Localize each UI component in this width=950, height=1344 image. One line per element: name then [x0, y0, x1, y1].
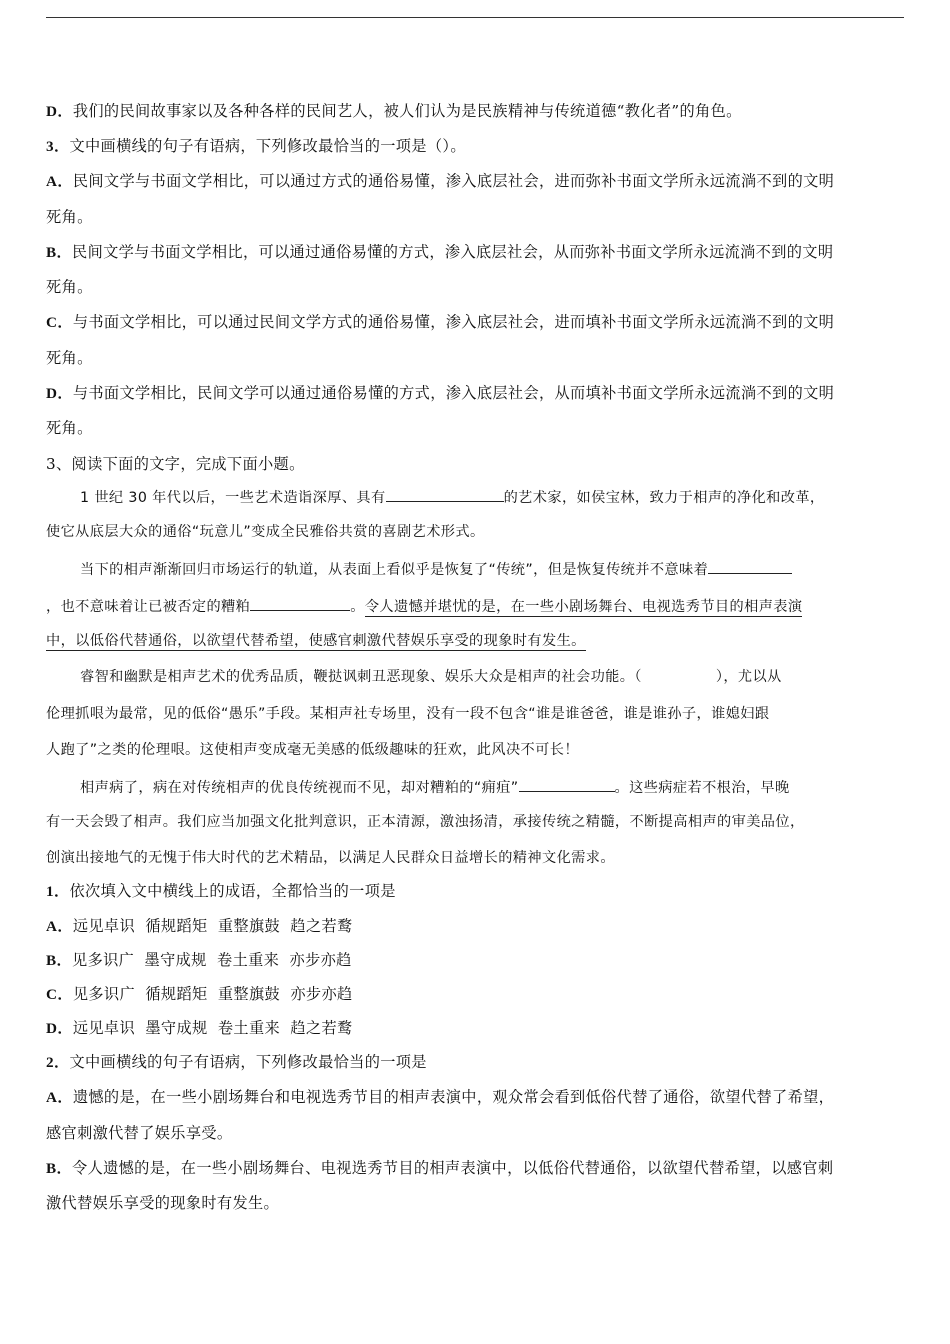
- passage-p3-line3: 人跑了”之类的伦理哏。这使相声变成毫无美感的低级趣味的狂欢，此风决不可长！: [46, 742, 579, 758]
- passage-p3-line2: 伦理抓哏为最常，见的低俗“愚乐”手段。某相声社专场里，没有一段不包含“谁是谁爸爸，谁是谁孙子，谁媳妇跟: [46, 706, 770, 722]
- q3-option-c-cont: 死角。: [46, 349, 93, 367]
- passage-p3-line1: 睿智和幽默是相声艺术的优秀品质，鞭挞讽刺丑恶现象、娱乐大众是相声的社会功能。（ ），尤以从: [80, 669, 782, 685]
- sq1-option-a: A．远见卓识 循规蹈矩 重整旗鼓 趋之若鹜: [46, 917, 353, 935]
- underlined-sentence-cont: 中，以低俗代替通俗，以欲望代替希望，使感官刺激代替娱乐享受的现象时有发生。: [46, 633, 586, 649]
- passage-p2-line3: [46, 631, 586, 651]
- sq2-stem: 2．文中画横线的句子有语病，下列修改最恰当的一项是: [46, 1053, 427, 1071]
- fill-blank-3: [250, 595, 350, 611]
- q3-stem: 3．文中画横线的句子有语病，下列修改最恰当的一项是（）。: [46, 137, 466, 155]
- passage-p2-line2: ，也不意味着让已被否定的糟粕 。令人遗憾并堪忧的是，在一些小剧场舞台、电视选秀节目的相声表演: [46, 595, 802, 617]
- passage-p4-line1: 相声病了，病在对传统相声的优良传统视而不见，却对糟粕的“痈疽” 。这些病症若不根治，早晚: [80, 776, 790, 798]
- sq2-option-a: A．遗憾的是，在一些小剧场舞台和电视选秀节目的相声表演中，观众常会看到低俗代替了通俗，欲望代替了希望，: [46, 1088, 835, 1106]
- sq1-option-c: C．见多识广 循规蹈矩 重整旗鼓 亦步亦趋: [46, 985, 353, 1003]
- fill-blank-4: [519, 776, 615, 792]
- sq1-stem: 1．依次填入文中横线上的成语，全都恰当的一项是: [46, 882, 396, 900]
- fill-blank-2: [708, 558, 792, 574]
- passage-p1-line1: 1 世纪 30 年代以后，一些艺术造诣深厚、具有 的艺术家，如侯宝林，致力于相声的净化和改革，: [80, 486, 825, 508]
- header-rule: [46, 17, 904, 18]
- section-heading: 3、阅读下面的文字，完成下面小题。: [46, 455, 305, 473]
- sq2-option-a-cont: 感官刺激代替了娱乐享受。: [46, 1124, 233, 1142]
- underlined-sentence: 令人遗憾并堪忧的是，在一些小剧场舞台、电视选秀节目的相声表演: [364, 599, 803, 615]
- q3-option-c: C．与书面文学相比，可以通过民间文学方式的通俗易懂，渗入底层社会，进而填补书面文学所永远流淌不到的文明: [46, 313, 835, 331]
- passage-p2-line1: 当下的相声渐渐回归市场运行的轨道，从表面上看似乎是恢复了“传统”，但是恢复传统并不意味着: [80, 558, 792, 580]
- q3-option-d: D．与书面文学相比，民间文学可以通过通俗易懂的方式，渗入底层社会，从而填补书面文学所永远流淌不到的文明: [46, 384, 835, 402]
- q3-option-d-cont: 死角。: [46, 419, 93, 437]
- passage-p4-line3: 创演出接地气的无愧于伟大时代的艺术精品，以满足人民群众日益增长的精神文化需求。: [46, 850, 615, 866]
- sq1-option-d: D．远见卓识 墨守成规 卷土重来 趋之若鹜: [46, 1019, 353, 1037]
- q3-option-b: B．民间文学与书面文学相比，可以通过通俗易懂的方式，渗入底层社会，从而弥补书面文学所永远流淌不到的文明: [46, 243, 834, 261]
- q3-option-b-cont: 死角。: [46, 278, 93, 296]
- fill-blank-1: [386, 486, 504, 502]
- sq2-option-b-cont: 激代替娱乐享受的现象时有发生。: [46, 1194, 280, 1212]
- q3-option-a: A．民间文学与书面文学相比，可以通过方式的通俗易懂，渗入底层社会，进而弥补书面文学所永远流淌不到的文明: [46, 172, 835, 190]
- passage-p1-line2: 使它从底层大众的通俗“玩意儿”变成全民雅俗共赏的喜剧艺术形式。: [46, 524, 485, 540]
- sq1-option-b: B．见多识广 墨守成规 卷土重来 亦步亦趋: [46, 951, 352, 969]
- sq2-option-b: B．令人遗憾的是，在一些小剧场舞台、电视选秀节目的相声表演中，以低俗代替通俗，以欲望代替希望，以感官刺: [46, 1159, 834, 1177]
- passage-p4-line2: 有一天会毁了相声。我们应当加强文化批判意识，正本清源，激浊扬清，承接传统之精髓，不断提高相声的审美品位，: [46, 814, 805, 830]
- q3-option-a-cont: 死角。: [46, 208, 93, 226]
- q1-option-d: D．我们的民间故事家以及各种各样的民间艺人，被人们认为是民族精神与传统道德“教化者”的角色。: [46, 102, 742, 120]
